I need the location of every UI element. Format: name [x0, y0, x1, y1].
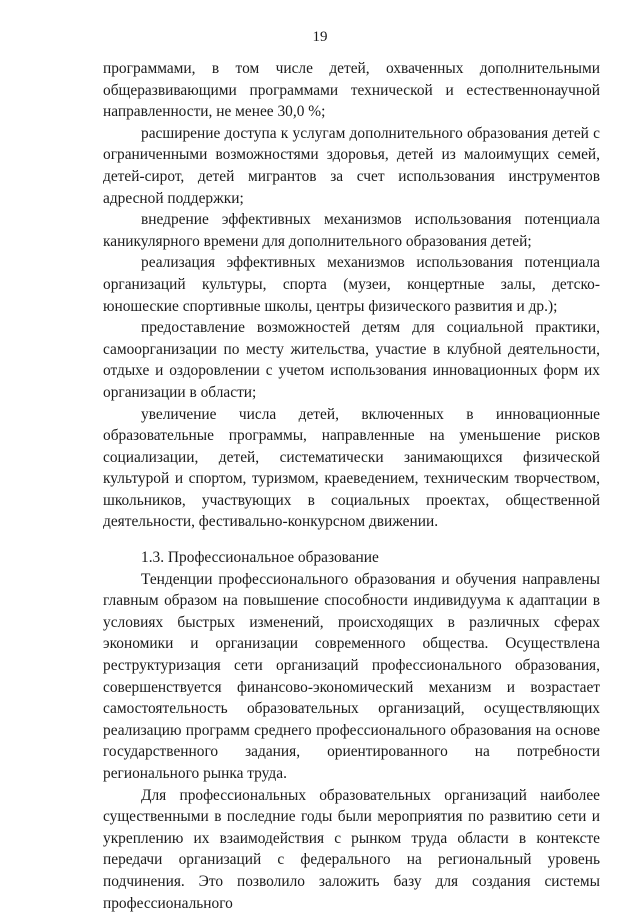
document-body	[103, 58, 600, 914]
paragraph-access-expansion: расширение доступа к услугам дополнительного образования детей с ограниченными возможностями здоровья, детей из малоимущих семей, детей-сирот, детей мигрантов за счет использования инструментов адресной поддержки;	[103, 124, 600, 207]
paragraph-holiday-time: внедрение эффективных механизмов использования потенциала каникулярного времени для дополнительного образования детей;	[103, 211, 600, 250]
paragraph-innovative-programs: увеличение числа детей, включенных в инновационные образовательные программы, направленные на уменьшение рисков социализации, детей, систематически занимающихся физической культурой и спортом, туризмом, краеведением, техническим творчеством, школьников, участвующих в социальных проектах, общественной деятельности, фестивально-конкурсном движении.	[103, 405, 600, 531]
paragraph-social-practice: предоставление возможностей детям для социальной практики, самоорганизации по месту жительства, участие в клубной деятельности, отдыхе и оздоровлении с учетом использования инновационных форм их организации в области;	[103, 319, 600, 401]
paragraph-continuation: программами, в том числе детей, охваченных дополнительными общеразвивающими программами технической и естественнонаучной направленности, не менее 30,0 %;	[103, 60, 600, 121]
paragraph-trends: Тенденции профессионального образования и обучения направлены главным образом на повышение способности индивидуума к адаптации в условиях быстрых изменений, происходящих в различных сферах экономики и организации современного общества. Осуществлена реструктуризация сети организаций профессионального образования, совершенствуется финансово-экономический механизм и возрастает самостоятельность образовательных организаций, осуществляющих реализацию программ среднего профессионального образования на основе государственного задания, ориентированного на потребности регионального рынка труда.	[103, 570, 600, 782]
paragraph-culture-organizations: реализация эффективных механизмов использования потенциала организаций культуры, спорта (музеи, концертные залы, детско-юношеские спортивные школы, центры физического развития и др.);	[103, 254, 600, 315]
paragraph-professional-organizations: Для профессиональных образовательных организаций наиболее существенными в последние годы были мероприятия по развитию сети и укреплению их взаимодействия с рынком труда области в контексте передачи организаций с федерального на региональный уровень подчинения. Это позволило заложить базу для создания системы профессионального	[103, 786, 600, 912]
page-number: 19	[312, 29, 328, 45]
section-heading: 1.3. Профессиональное образование	[141, 549, 379, 567]
